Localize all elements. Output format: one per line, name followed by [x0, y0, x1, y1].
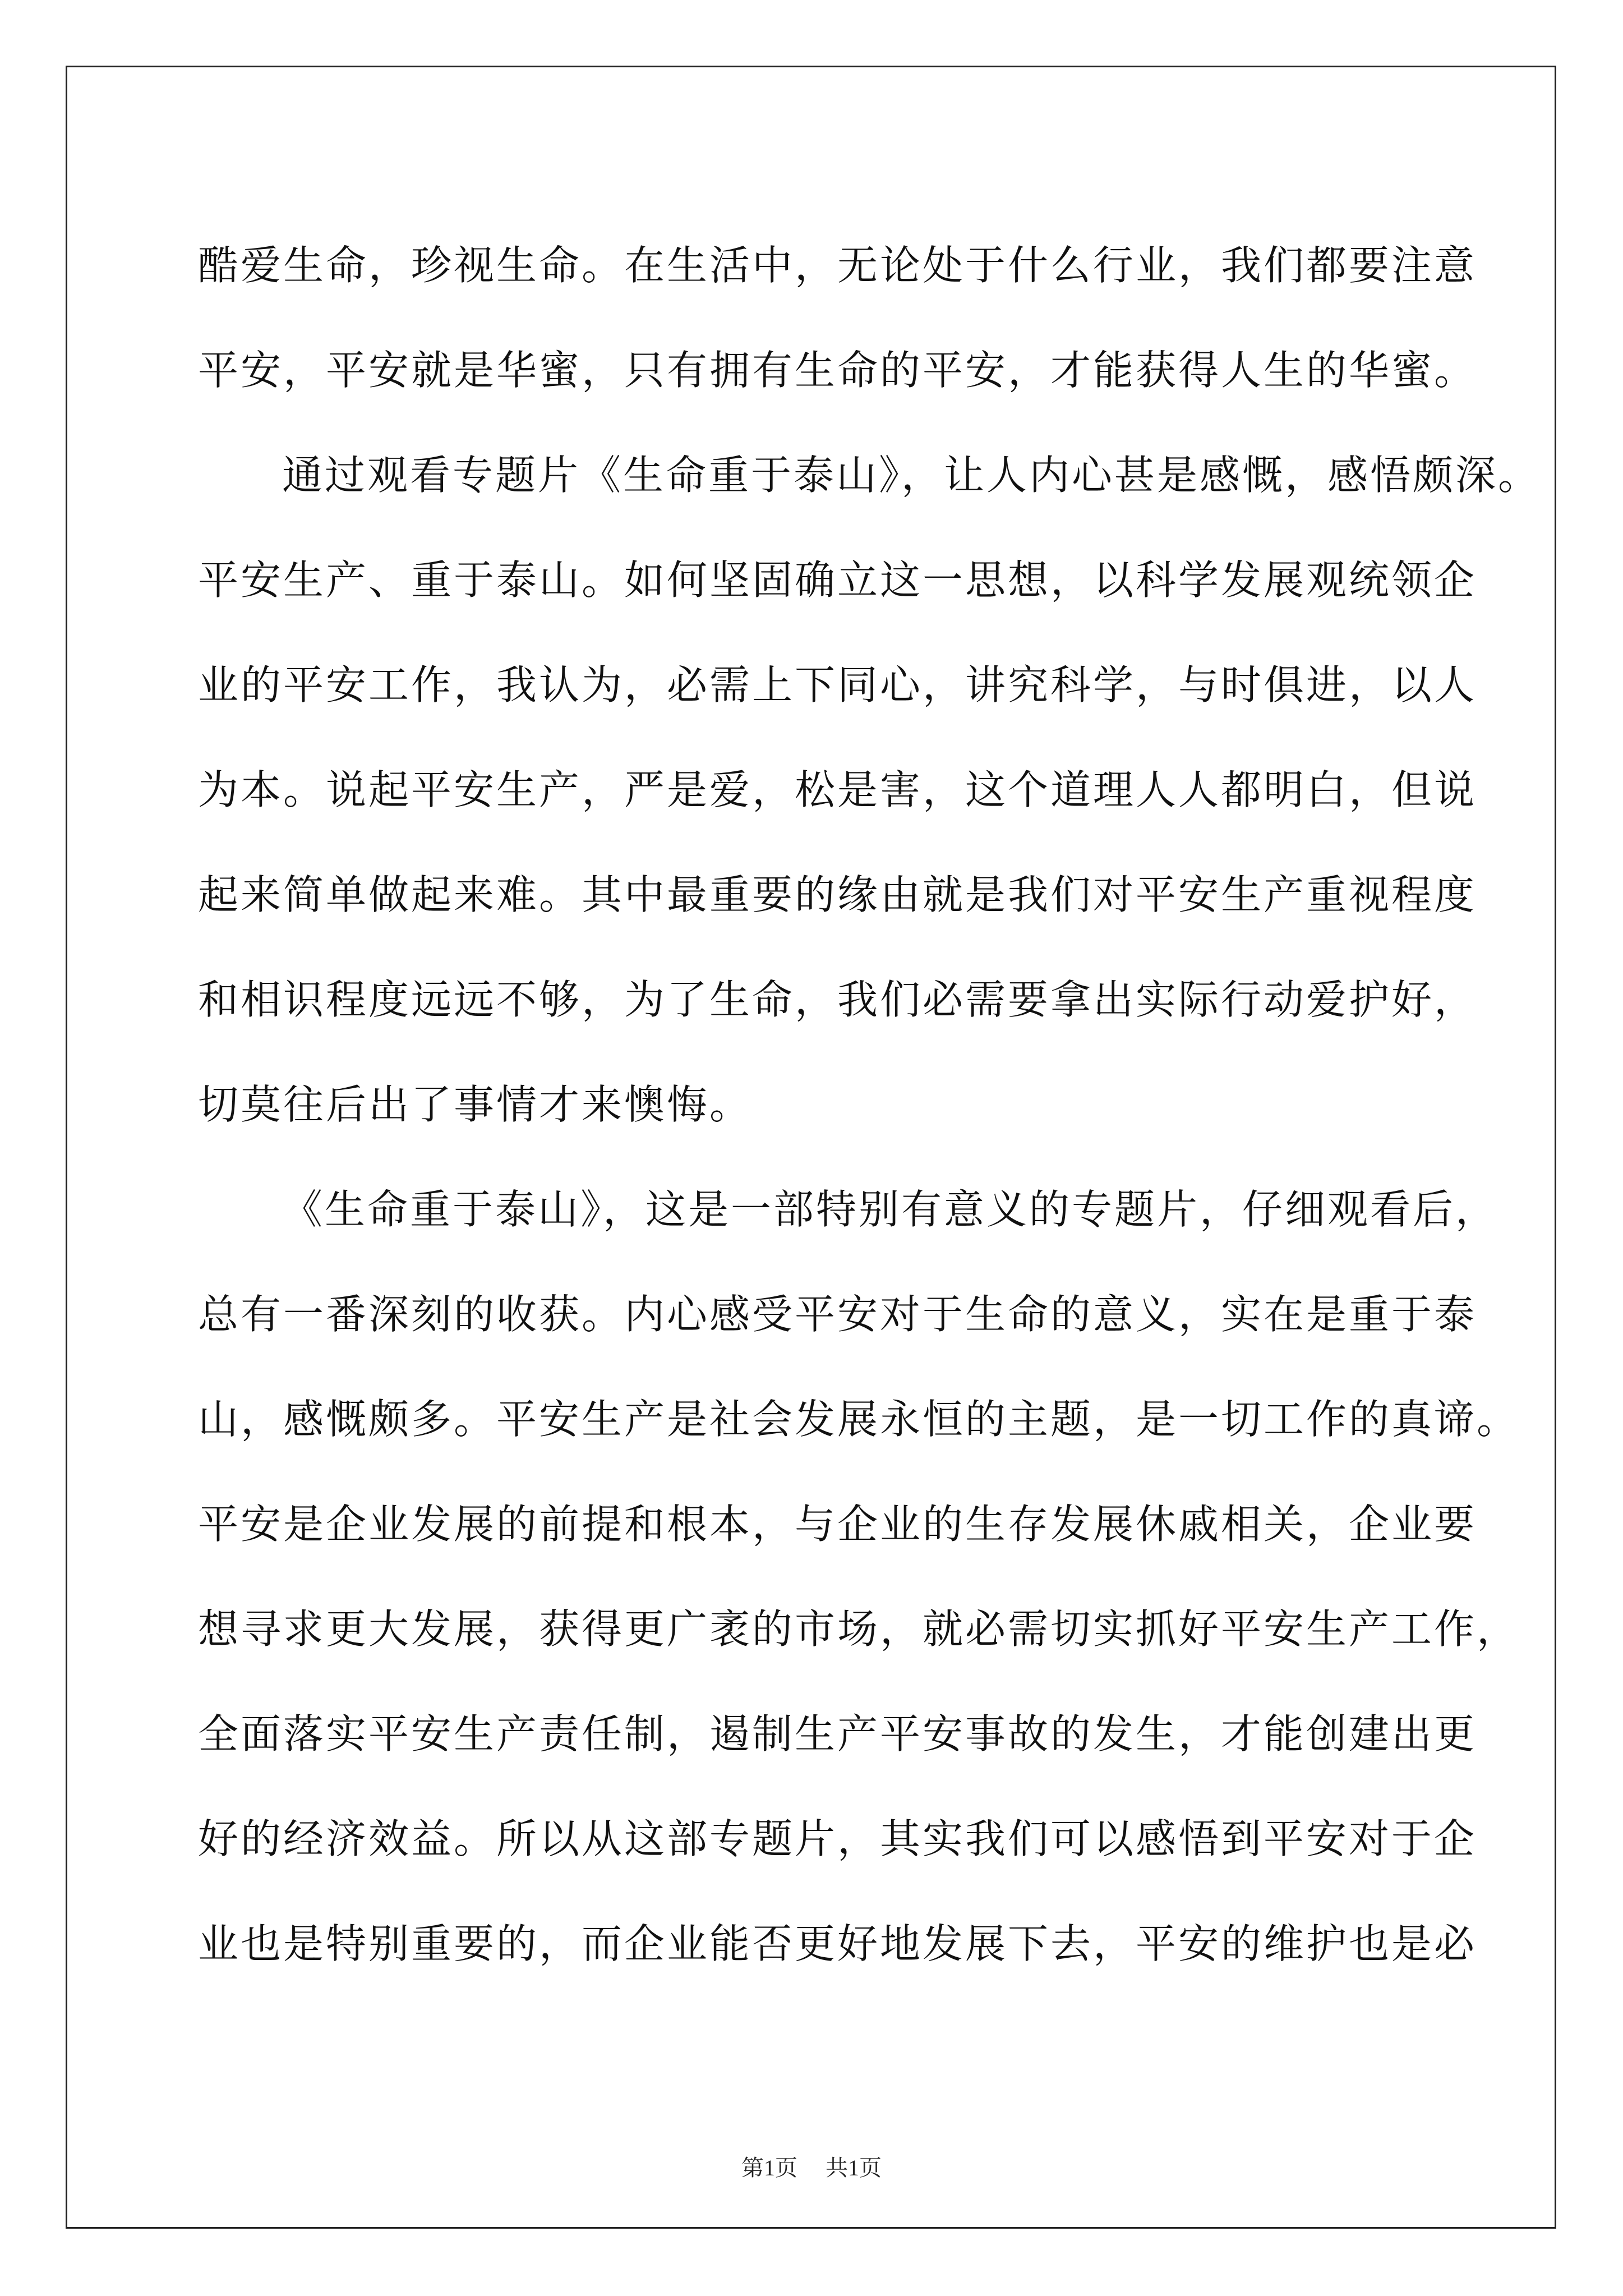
text-line: 业的平安工作，我认为，必需上下同心，讲究科学，与时俱进，以人 [198, 661, 1477, 708]
text-line: 业也是特别重要的，而企业能否更好地发展下去，平安的维护也是必 [198, 1920, 1477, 1967]
text-line: 全面落实平安生产责任制，遏制生产平安事故的发生，才能创建出更 [198, 1710, 1477, 1757]
text-line: 为本。说起平安生产，严是爱，松是害，这个道理人人都明白，但说 [198, 766, 1477, 813]
paragraph-3 [198, 1157, 1520, 1996]
text-line: 和相识程度远远不够，为了生命，我们必需要拿出实际行动爱护好， [198, 976, 1477, 1023]
text-line: 酷爱生命，珍视生命。在生活中，无论处于什么行业，我们都要注意 [198, 242, 1477, 289]
text-line: 通过观看专题片《生命重于泰山》，让人内心甚是感慨，感悟颇深。 [282, 452, 1541, 499]
text-line: 山，感慨颇多。平安生产是社会发展永恒的主题，是一切工作的真谛。 [198, 1396, 1520, 1443]
text-line: 平安，平安就是华蜜，只有拥有生命的平安，才能获得人生的华蜜。 [198, 347, 1477, 394]
page-footer [0, 2154, 1623, 2182]
text-line: 《生命重于泰山》，这是一部特别有意义的专题片，仔细观看后， [282, 1186, 1498, 1233]
paragraph-1 [198, 213, 1477, 423]
text-line: 起来简单做起来难。其中最重要的缘由就是我们对平安生产重视程度 [198, 871, 1477, 918]
text-line: 总有一番深刻的收获。内心感受平安对于生命的意义，实在是重于泰 [198, 1291, 1477, 1338]
text-line: 好的经济效益。所以从这部专题片，其实我们可以感悟到平安对于企 [198, 1815, 1477, 1862]
page-number: 第1页 [741, 2155, 797, 2180]
text-line: 切莫往后出了事情才来懊悔。 [198, 1081, 753, 1128]
paragraph-2 [198, 423, 1541, 1157]
text-line: 平安是企业发展的前提和根本，与企业的生存发展休戚相关，企业要 [198, 1501, 1477, 1548]
text-line: 平安生产、重于泰山。如何坚固确立这一思想，以科学发展观统领企 [198, 556, 1477, 604]
text-line: 想寻求更大发展，获得更广袤的市场，就必需切实抓好平安生产工作， [198, 1605, 1520, 1653]
document-body [198, 213, 1541, 1996]
page-total: 共1页 [826, 2155, 882, 2180]
